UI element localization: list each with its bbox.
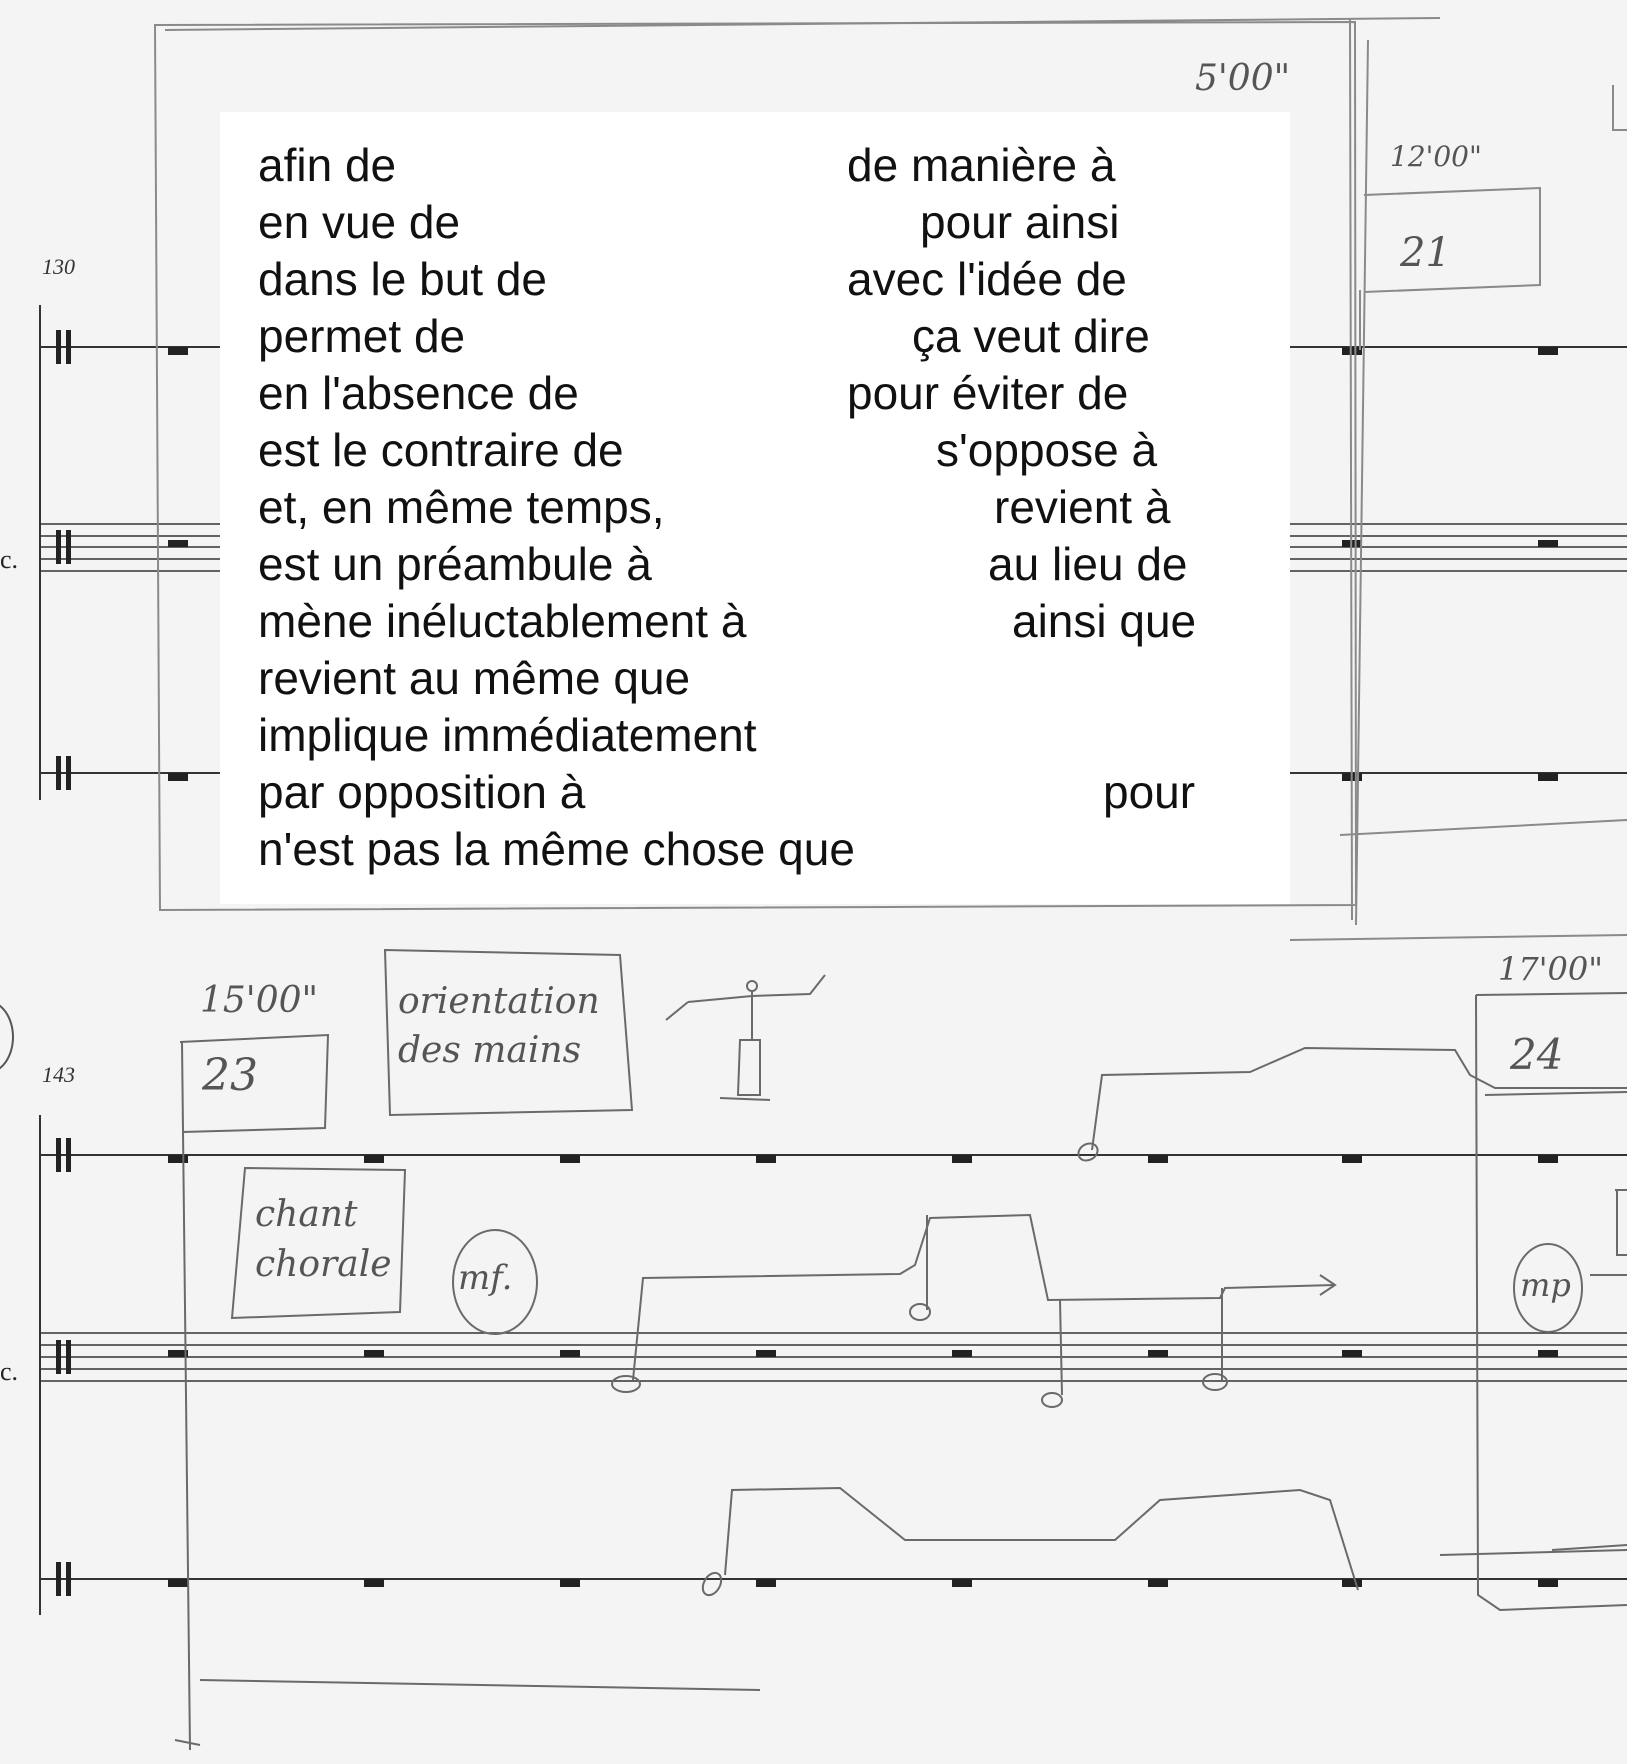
left-phrase: implique immédiatement <box>258 709 757 761</box>
orientation-des-mains-box: orientation des mains <box>398 981 600 1071</box>
left-phrase: n'est pas la même chose que <box>258 823 855 875</box>
right-phrase: de manière à <box>847 139 1116 191</box>
time-marker-23: 15'00" <box>200 980 319 1021</box>
left-phrase: revient au même que <box>258 652 691 704</box>
chant-chorale-box: chant chorale <box>255 1194 392 1286</box>
cue-number-21: 21 <box>1400 230 1451 276</box>
cue-number-24: 24 <box>1510 1030 1564 1079</box>
time-marker-24: 17'00" <box>1498 950 1603 988</box>
cue-number-23: 23 <box>202 1050 258 1101</box>
measure-number-130: 130 <box>42 254 75 279</box>
left-phrase: afin de <box>258 139 397 191</box>
measure-number-143: 143 <box>42 1062 75 1087</box>
instrument-label: c. <box>0 1357 19 1386</box>
right-phrase: pour éviter de <box>847 367 1129 419</box>
dynamic-mf: mf. <box>458 1258 513 1298</box>
time-marker-21: 12'00" <box>1390 140 1482 173</box>
right-phrase: avec l'idée de <box>847 253 1127 305</box>
right-phrase: pour ainsi <box>920 196 1120 248</box>
left-phrase: par opposition à <box>258 766 586 818</box>
connector-phrases-box <box>220 112 1290 904</box>
left-phrase: est un préambule à <box>258 538 652 590</box>
right-phrase: ainsi que <box>1012 595 1197 647</box>
left-phrase: est le contraire de <box>258 424 624 476</box>
right-phrase: pour <box>1103 766 1196 818</box>
left-phrase: mène inéluctablement à <box>258 595 747 647</box>
pencil-drawings-2 <box>175 950 1627 1750</box>
instrument-label: c. <box>0 545 19 574</box>
percussion-clefs-1 <box>56 330 71 790</box>
percussion-clefs-2 <box>56 1138 71 1596</box>
left-phrase: et, en même temps, <box>258 481 665 533</box>
dynamic-mp: mp <box>1520 1266 1571 1304</box>
left-phrase: permet de <box>258 310 466 362</box>
left-phrase: dans le but de <box>258 253 548 305</box>
time-marker-top: 5'00" <box>1195 58 1291 99</box>
right-phrase: s'oppose à <box>936 424 1158 476</box>
right-phrase: au lieu de <box>988 538 1188 590</box>
left-phrase: en vue de <box>258 196 461 248</box>
right-phrase: revient à <box>994 481 1171 533</box>
right-phrase: ça veut dire <box>912 310 1150 362</box>
left-phrase: en l'absence de <box>258 367 579 419</box>
